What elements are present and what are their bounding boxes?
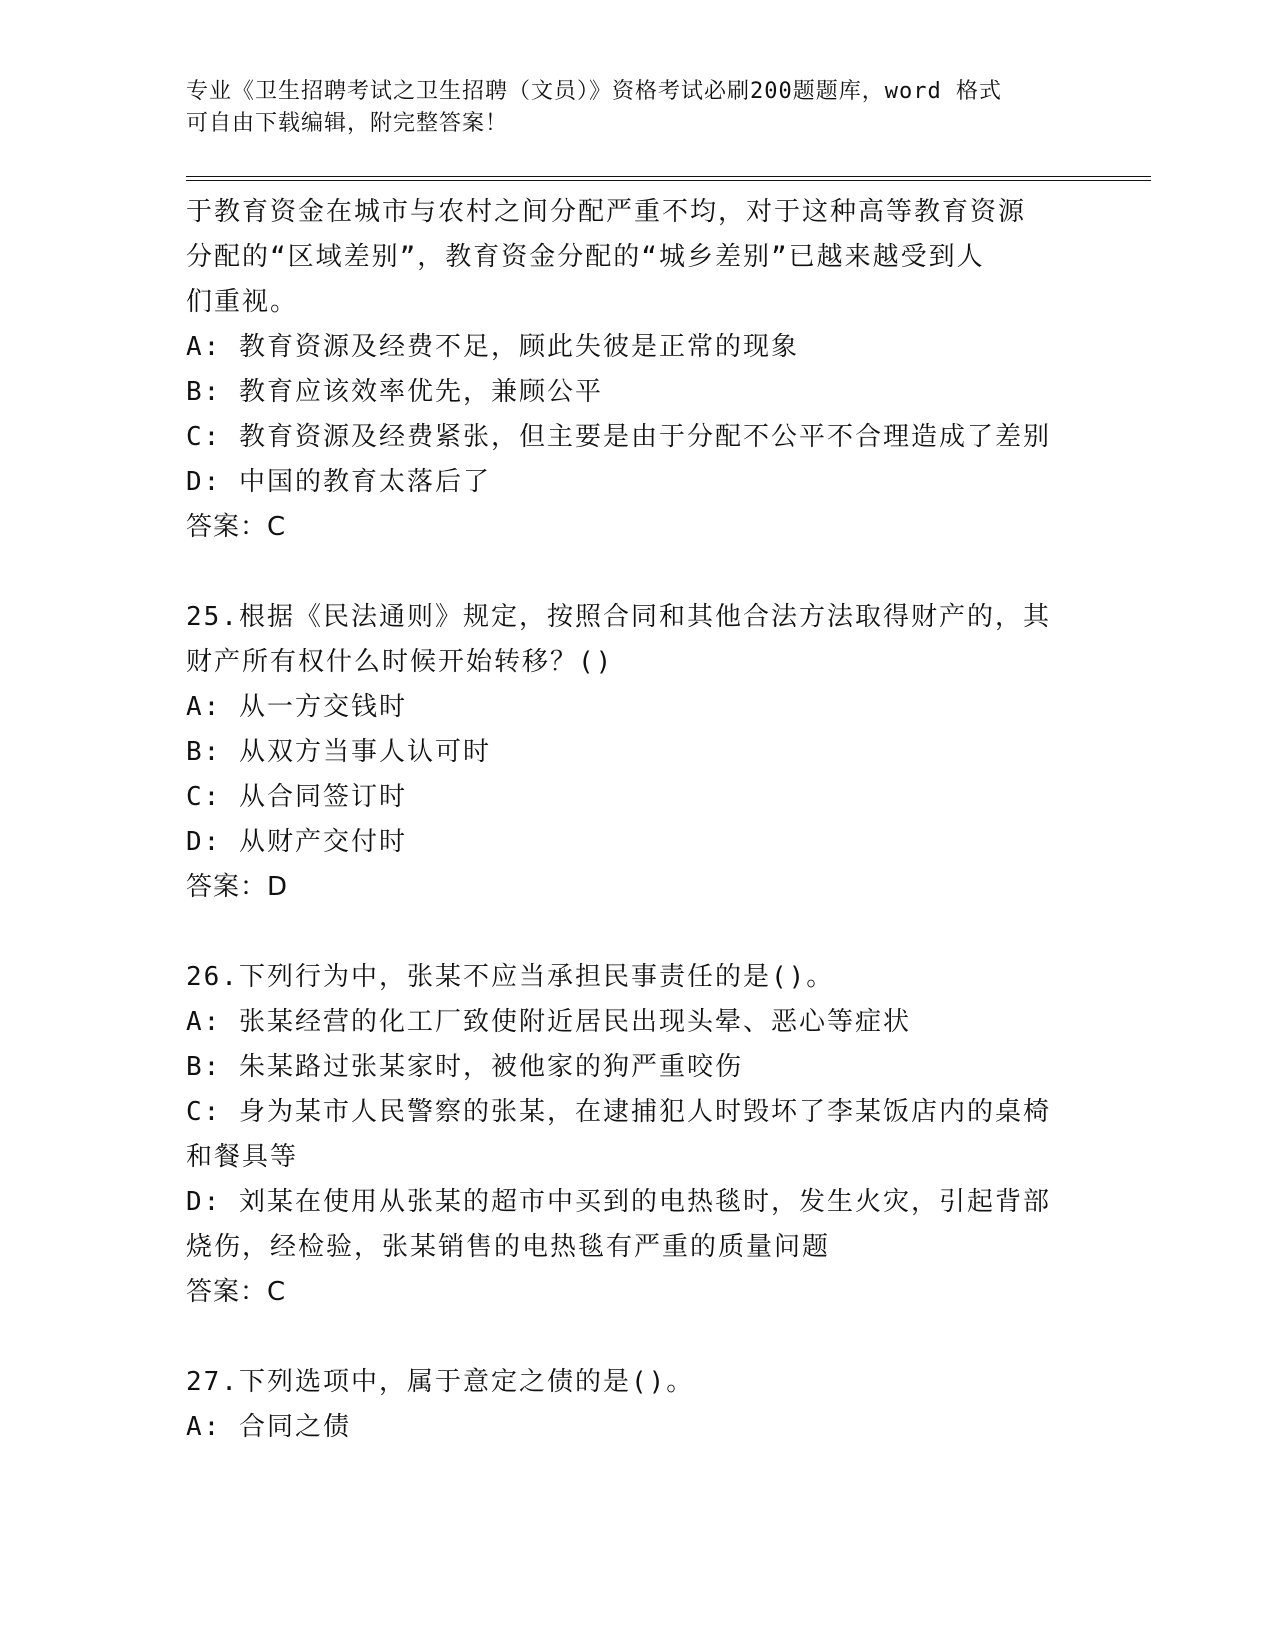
answer: 答案：C xyxy=(186,1277,287,1307)
option-d-continued: 烧伤，经检验，张某销售的电热毯有严重的质量问题 xyxy=(186,1232,831,1262)
option-a: A: 教育资源及经费不足，顾此失彼是正常的现象 xyxy=(186,332,799,362)
header-divider xyxy=(186,176,1151,181)
header-line-2: 可自由下载编辑，附完整答案！ xyxy=(186,111,509,136)
option-a: A: 张某经营的化工厂致使附近居民出现头晕、恶心等症状 xyxy=(186,1007,911,1037)
question-text-line: 25.根据《民法通则》规定，按照合同和其他合法方法取得财产的，其 xyxy=(186,602,1051,632)
option-c: C: 身为某市人民警察的张某，在逮捕犯人时毁坏了李某饭店内的桌椅 xyxy=(186,1097,1051,1127)
header-line-1: 专业《卫生招聘考试之卫生招聘（文员）》资格考试必刷200题题库，word 格式 xyxy=(186,79,1002,104)
option-b: B: 朱某路过张某家时，被他家的狗严重咬伤 xyxy=(186,1052,743,1082)
answer: 答案：C xyxy=(186,512,287,542)
answer: 答案：D xyxy=(186,872,289,902)
option-b: B: 从双方当事人认可时 xyxy=(186,737,491,767)
question-text-line: 分配的“区域差别”，教育资金分配的“城乡差别”已越来越受到人 xyxy=(186,242,985,272)
question-24-continued xyxy=(186,190,1086,550)
question-text-line: 财产所有权什么时候开始转移？() xyxy=(186,647,614,677)
document-body xyxy=(186,190,1086,1450)
option-b: B: 教育应该效率优先，兼顾公平 xyxy=(186,377,603,407)
option-d: D: 刘某在使用从张某的超市中买到的电热毯时，发生火灾，引起背部 xyxy=(186,1187,1051,1217)
option-d: D: 中国的教育太落后了 xyxy=(186,467,491,497)
option-c: C: 教育资源及经费紧张，但主要是由于分配不公平不合理造成了差别 xyxy=(186,422,1051,452)
question-text-line: 26.下列行为中，张某不应当承担民事责任的是()。 xyxy=(186,962,835,992)
option-d: D: 从财产交付时 xyxy=(186,827,407,857)
question-26 xyxy=(186,955,1086,1315)
question-27 xyxy=(186,1360,1086,1450)
option-a: A: 合同之债 xyxy=(186,1412,351,1442)
question-text-line: 们重视。 xyxy=(186,287,299,317)
question-25 xyxy=(186,595,1086,910)
question-text-line: 于教育资金在城市与农村之间分配严重不均，对于这种高等教育资源 xyxy=(186,197,1027,227)
option-c-continued: 和餐具等 xyxy=(186,1142,299,1172)
question-text-line: 27.下列选项中，属于意定之债的是()。 xyxy=(186,1367,695,1397)
document-header xyxy=(186,76,1066,140)
option-c: C: 从合同签订时 xyxy=(186,782,407,812)
option-a: A: 从一方交钱时 xyxy=(186,692,407,722)
